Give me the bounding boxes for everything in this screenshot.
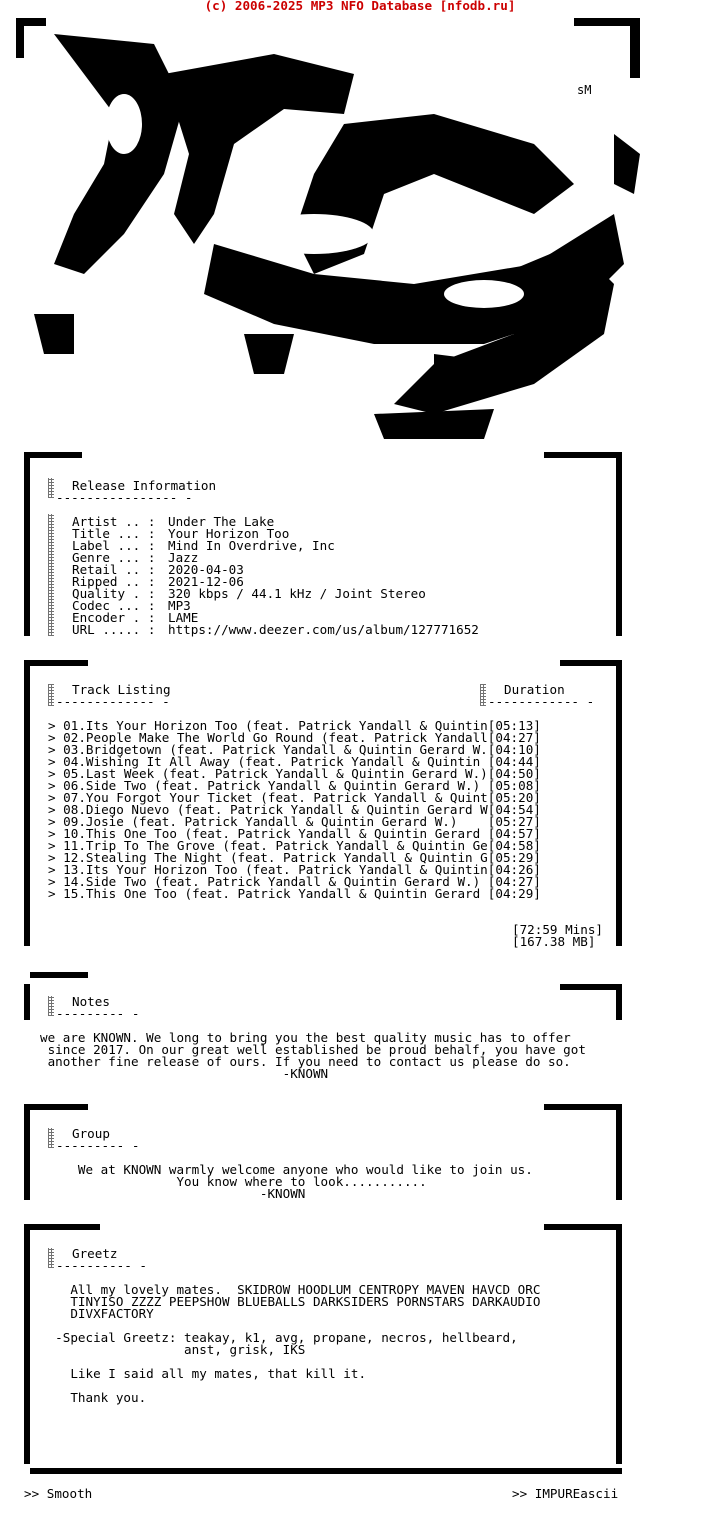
track-title: 11.Trip To The Grove (feat. Patrick Yandall & Quintin Ge xyxy=(63,838,488,853)
group-line: -KNOWN xyxy=(40,1186,306,1201)
track-title: 14.Side Two (feat. Patrick Yandall & Quintin Gerard W.) xyxy=(63,874,488,889)
release-labels xyxy=(72,516,155,636)
release-label: Ripped .. : xyxy=(72,574,156,589)
group-line: We at KNOWN warmly welcome anyone who would like to join us. xyxy=(40,1162,533,1177)
track-duration: [04:10] xyxy=(487,742,541,757)
track-duration: [04:27] xyxy=(487,730,541,745)
track-bullet: > xyxy=(48,838,64,853)
track-bullet: > xyxy=(48,802,64,817)
track-bullet: > xyxy=(48,742,64,757)
track-title: 15.This One Too (feat. Patrick Yandall & Quintin Gerard xyxy=(63,886,488,901)
track-title: 08.Diego Nuevo (feat. Patrick Yandall & Quintin Gerard W xyxy=(63,802,488,817)
release-value: 2021-12-06 xyxy=(168,574,244,589)
greetz-line: anst, grisk, IKS xyxy=(40,1342,306,1357)
track-duration: [05:29] xyxy=(487,850,541,865)
logo-tag: sM xyxy=(577,83,592,97)
release-label: Quality . : xyxy=(72,586,156,601)
track-title: 01.Its Your Horizon Too (feat. Patrick Yandall & Quintin xyxy=(63,718,488,733)
notes-line: since 2017. On our great well established be proud behalf, you have got xyxy=(40,1042,586,1057)
track-bullet: > xyxy=(48,778,64,793)
track-bullet: > xyxy=(48,790,64,805)
greetz-line: Like I said all my mates, that kill it. xyxy=(40,1366,367,1381)
greetz-heading: Greetz xyxy=(72,1246,118,1261)
track-bullet: > xyxy=(48,766,64,781)
release-label: Genre ... : xyxy=(72,550,156,565)
track-bullet: > xyxy=(48,886,64,901)
track-bullet: > xyxy=(48,730,64,745)
tracks-heading: Track Listing xyxy=(72,682,171,697)
notes-text xyxy=(40,1032,586,1080)
release-label: Retail .. : xyxy=(72,562,156,577)
track-title: 10.This One Too (feat. Patrick Yandall & Quintin Gerard xyxy=(63,826,488,841)
greetz-line: DIVXFACTORY xyxy=(40,1306,154,1321)
track-duration: [04:58] xyxy=(487,838,541,853)
release-value: https://www.deezer.com/us/album/127771652 xyxy=(168,622,479,637)
track-title: 02.People Make The World Go Round (feat. Patrick Yandall xyxy=(63,730,488,745)
release-value: Mind In Overdrive, Inc xyxy=(168,538,335,553)
greetz-underline: ---------- - xyxy=(56,1258,147,1273)
track-title: 04.Wishing It All Away (feat. Patrick Yandall & Quintin xyxy=(63,754,488,769)
release-label: Artist .. : xyxy=(72,514,156,529)
track-title: 07.You Forgot Your Ticket (feat. Patrick Yandall & Quint xyxy=(63,790,488,805)
release-label: Title ... : xyxy=(72,526,156,541)
track-duration: [04:29] xyxy=(487,886,541,901)
track-bullet: > xyxy=(48,718,64,733)
release-label: Encoder . : xyxy=(72,610,156,625)
track-title: 03.Bridgetown (feat. Patrick Yandall & Quintin Gerard W. xyxy=(63,742,488,757)
release-value: LAME xyxy=(168,610,199,625)
notes-underline: --------- - xyxy=(56,1006,140,1021)
site-header: (c) 2006-2025 MP3 NFO Database [nfodb.ru] xyxy=(204,0,516,13)
release-value: Under The Lake xyxy=(168,514,275,529)
greetz-line: TINYISO ZZZZ PEEPSHOW BLUEBALLS DARKSIDERS PORNSTARS DARKAUDIO xyxy=(40,1294,541,1309)
group-text xyxy=(40,1164,533,1200)
release-value: Your Horizon Too xyxy=(168,526,290,541)
track-duration: [04:57] xyxy=(487,826,541,841)
release-value: 2020-04-03 xyxy=(168,562,244,577)
track-title: 05.Last Week (feat. Patrick Yandall & Quintin Gerard W.) xyxy=(63,766,488,781)
track-duration: [05:20] xyxy=(487,790,541,805)
greetz-line: All my lovely mates. SKIDROW HOODLUM CENTROPY MAVEN HAVCD ORC xyxy=(40,1282,541,1297)
footer-left: >> Smooth xyxy=(24,1486,93,1501)
group-underline: --------- - xyxy=(56,1138,140,1153)
track-bullet: > xyxy=(48,826,64,841)
duration-underline: ------------ - xyxy=(488,694,595,709)
track-duration: [05:08] xyxy=(487,778,541,793)
track-row xyxy=(48,888,541,900)
track-duration: [04:44] xyxy=(487,754,541,769)
track-title: 06.Side Two (feat. Patrick Yandall & Quintin Gerard W.) xyxy=(63,778,488,793)
group-heading: Group xyxy=(72,1126,110,1141)
notes-line: another fine release of ours. If you need to contact us please do so. xyxy=(40,1054,571,1069)
group-line: You know where to look........... xyxy=(40,1174,427,1189)
release-label: Codec ... : xyxy=(72,598,156,613)
release-value: 320 kbps / 44.1 kHz / Joint Stereo xyxy=(168,586,426,601)
notes-line: we are KNOWN. We long to bring you the best quality music has to offer xyxy=(40,1030,571,1045)
greetz-text xyxy=(40,1284,540,1404)
total-time: [72:59 Mins] xyxy=(512,922,603,937)
release-label: URL ..... : xyxy=(72,622,156,637)
greetz-line: Thank you. xyxy=(40,1390,147,1405)
track-bullet: > xyxy=(48,874,64,889)
track-bullet: > xyxy=(48,754,64,769)
duration-heading: Duration xyxy=(504,682,565,697)
track-bullet: > xyxy=(48,814,64,829)
release-values xyxy=(168,516,479,636)
total-size: [167.38 MB] xyxy=(512,934,596,949)
track-duration: [04:54] xyxy=(487,802,541,817)
track-title: 13.Its Your Horizon Too (feat. Patrick Yandall & Quintin xyxy=(63,862,488,877)
greetz-line: -Special Greetz: teakay, k1, avg, propane, necros, hellbeard, xyxy=(40,1330,518,1345)
track-duration: [04:26] xyxy=(487,862,541,877)
release-value: MP3 xyxy=(168,598,191,613)
track-title: 09.Josie (feat. Patrick Yandall & Quintin Gerard W.) xyxy=(63,814,488,829)
release-underline: ---------------- - xyxy=(56,490,193,505)
track-duration: [04:27] xyxy=(487,874,541,889)
track-duration: [05:27] xyxy=(487,814,541,829)
track-bullet: > xyxy=(48,862,64,877)
release-heading: Release Information xyxy=(72,478,217,493)
release-label: Label ... : xyxy=(72,538,156,553)
ascii-logo xyxy=(14,14,644,444)
footer-right: >> IMPUREascii xyxy=(512,1486,619,1501)
track-bullet: > xyxy=(48,850,64,865)
notes-heading: Notes xyxy=(72,994,110,1009)
notes-line: -KNOWN xyxy=(40,1066,329,1081)
track-duration: [05:13] xyxy=(487,718,541,733)
tracks-underline: ------------- - xyxy=(56,694,170,709)
track-duration: [04:50] xyxy=(487,766,541,781)
release-value: Jazz xyxy=(168,550,199,565)
track-title: 12.Stealing The Night (feat. Patrick Yandall & Quintin G xyxy=(63,850,488,865)
track-list xyxy=(48,720,541,900)
